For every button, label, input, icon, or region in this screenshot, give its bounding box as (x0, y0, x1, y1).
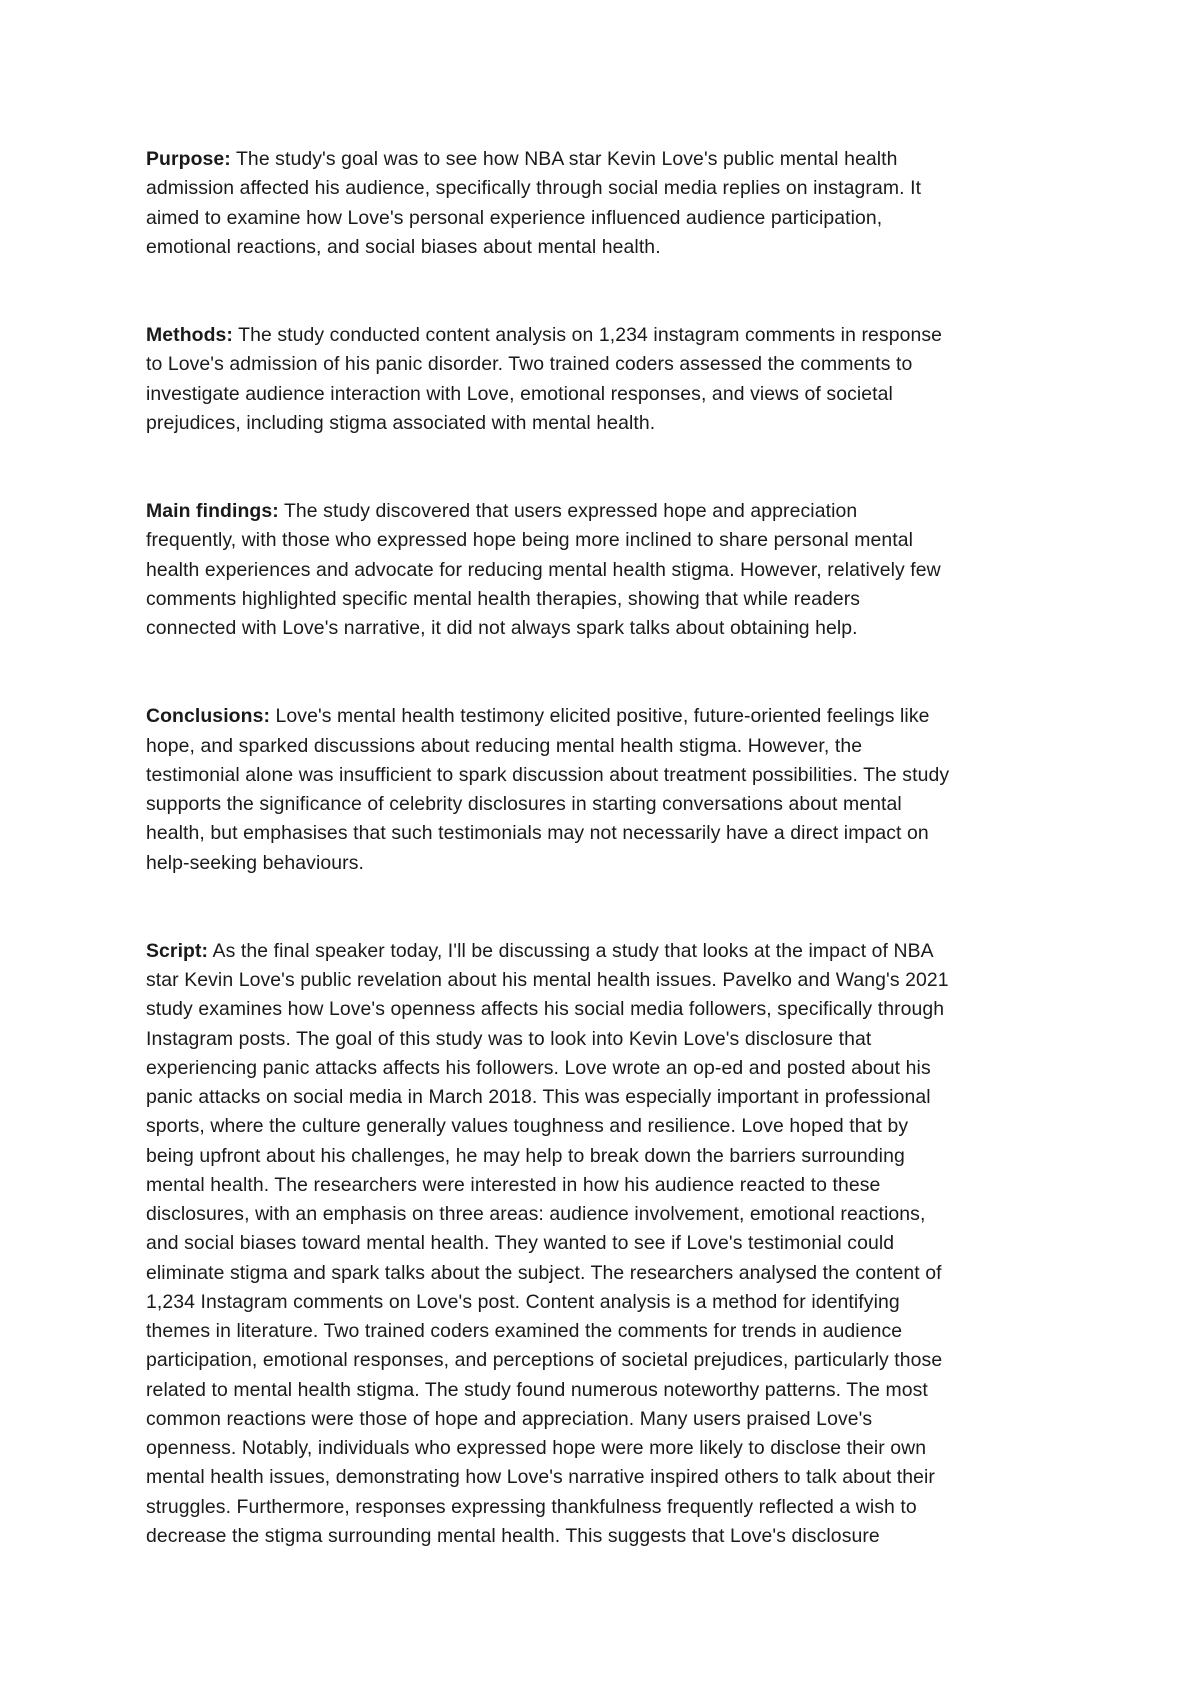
paragraph-line: mental health. The researchers were interested in how his audience reacted to these (146, 1173, 881, 1196)
conclusions-paragraph (146, 702, 1066, 878)
paragraph-line: Instagram posts. The goal of this study was to look into Kevin Love's disclosure that (146, 1027, 872, 1050)
paragraph-line: mental health issues, demonstrating how Love's narrative inspired others to talk about their (146, 1466, 935, 1489)
paragraph-line: Methods: The study conducted content analysis on 1,234 instagram comments in response (146, 324, 943, 346)
section-gap (146, 643, 1066, 702)
paragraph-line: prejudices, including stigma associated with mental health. (146, 411, 656, 434)
paragraph-line: connected with Love's narrative, it did not always spark talks about obtaining help. (146, 617, 858, 639)
section-gap (146, 438, 1066, 497)
section-gap (146, 262, 1066, 321)
paragraph-line: eliminate stigma and spark talks about the subject. The researchers analysed the content of (146, 1261, 942, 1284)
paragraph-line: Script: As the final speaker today, I'll be discussing a study that looks at the impact of NBA (146, 939, 934, 962)
paragraph-line: testimonial alone was insufficient to spark discussion about treatment possibilities. The study (146, 763, 950, 786)
paragraph-line: emotional reactions, and social biases about mental health. (146, 235, 661, 258)
script-label: Script: (146, 939, 209, 962)
paragraph-line: help-seeking behaviours. (146, 851, 364, 874)
paragraph-line: Conclusions: Love's mental health testimony elicited positive, future-oriented feelings like (146, 705, 930, 728)
paragraph-line: and social biases toward mental health. They wanted to see if Love's testimonial could (146, 1232, 895, 1255)
paragraph-line: investigate audience interaction with Love, emotional responses, and views of societal (146, 382, 893, 405)
main-findings-paragraph (146, 497, 1066, 643)
paragraph-line: participation, emotional responses, and perceptions of societal prejudices, particularly those (146, 1349, 943, 1372)
paragraph-line: to Love's admission of his panic disorder. Two trained coders assessed the comments to (146, 353, 913, 376)
paragraph-line: aimed to examine how Love's personal experience influenced audience participation, (146, 206, 883, 229)
paragraph-line: panic attacks on social media in March 2018. This was especially important in professional (146, 1086, 931, 1108)
methods-label: Methods: (146, 324, 233, 346)
paragraph-line: common reactions were those of hope and appreciation. Many users praised Love's (146, 1407, 873, 1430)
paragraph-line: related to mental health stigma. The study found numerous noteworthy patterns. The most (146, 1378, 928, 1401)
paragraph-line: Main findings: The study discovered that users expressed hope and appreciation (146, 500, 858, 522)
paragraph-line: disclosures, with an emphasis on three areas: audience involvement, emotional reactions, (146, 1203, 926, 1225)
methods-paragraph (146, 321, 1066, 438)
paragraph-line: struggles. Furthermore, responses expressing thankfulness frequently reflected a wish to (146, 1495, 917, 1518)
paragraph-line: 1,234 Instagram comments on Love's post. Content analysis is a method for identifying (146, 1290, 900, 1313)
paragraph-line: being upfront about his challenges, he may help to break down the barriers surrounding (146, 1144, 905, 1167)
paragraph-line: hope, and sparked discussions about reducing mental health stigma. However, the (146, 734, 863, 757)
paragraph-line: health experiences and advocate for reducing mental health stigma. However, relatively few (146, 558, 941, 581)
main-findings-label: Main findings: (146, 500, 279, 522)
paragraph-line: sports, where the culture generally values toughness and resilience. Love hoped that by (146, 1115, 909, 1138)
paragraph-line: decrease the stigma surrounding mental health. This suggests that Love's disclosure (146, 1524, 880, 1547)
paragraph-line: themes in literature. Two trained coders examined the comments for trends in audience (146, 1320, 903, 1342)
purpose-label: Purpose: (146, 148, 231, 170)
paragraph-line: admission affected his audience, specifically through social media replies on instagram. It (146, 177, 922, 200)
paragraph-line: study examines how Love's openness affects his social media followers, specifically through (146, 998, 945, 1021)
conclusions-label: Conclusions: (146, 705, 271, 728)
script-paragraph (146, 937, 1066, 1551)
document-body (146, 145, 1066, 1551)
paragraph-line: star Kevin Love's public revelation about his mental health issues. Pavelko and Wang's 2021 (146, 969, 949, 991)
paragraph-line: supports the significance of celebrity disclosures in starting conversations about mental (146, 793, 902, 815)
paragraph-line: frequently, with those who expressed hope being more inclined to share personal mental (146, 529, 914, 552)
paragraph-line: openness. Notably, individuals who expressed hope were more likely to disclose their own (146, 1437, 927, 1459)
paragraph-line: comments highlighted specific mental health therapies, showing that while readers (146, 587, 861, 610)
section-gap (146, 878, 1066, 937)
purpose-paragraph (146, 145, 1066, 262)
paragraph-line: Purpose: The study's goal was to see how NBA star Kevin Love's public mental health (146, 148, 898, 170)
paragraph-line: experiencing panic attacks affects his followers. Love wrote an op-ed and posted about his (146, 1056, 931, 1079)
paragraph-line: health, but emphasises that such testimonials may not necessarily have a direct impact on (146, 822, 929, 845)
